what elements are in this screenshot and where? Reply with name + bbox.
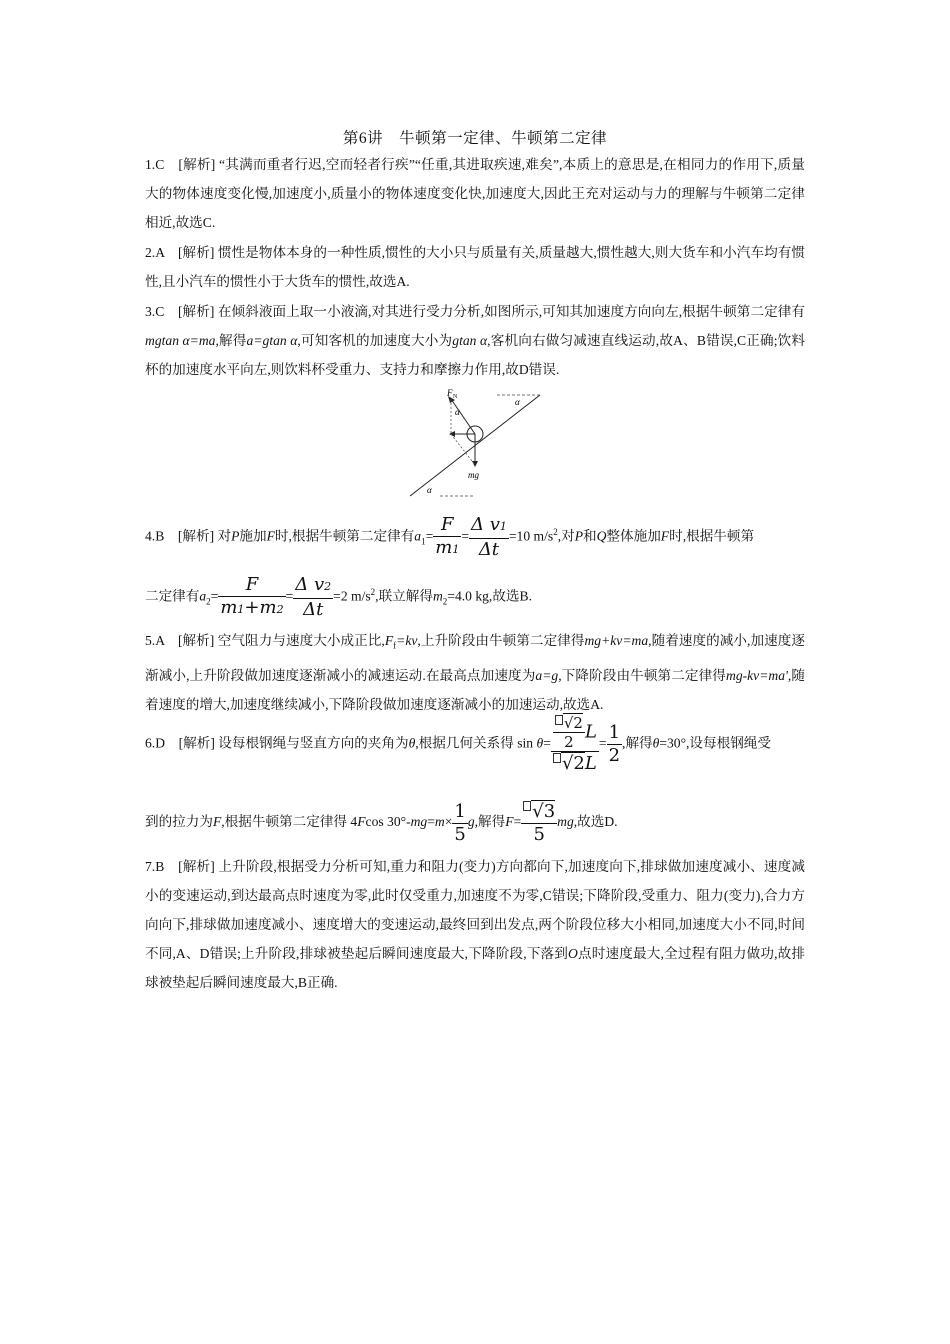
denominator [551,752,599,775]
numerator: 1 [608,722,621,743]
fraction-sqrt2-L-over-sqrt2-L [551,714,599,775]
equation: mgtan α=ma [145,333,216,348]
answer-text: 二定律有 [145,588,200,604]
answer-text: =2 m/s [333,588,371,604]
answer-label: 1.C [解析] [145,157,216,172]
fraction-one-half [607,722,622,767]
equals-sign: = [598,735,607,751]
answer-text: 和 [583,528,597,544]
answer-text: ,随着速度的增大,加速度继续减小,下降阶段做加速度逐渐减小的加速运动,故选A. [145,667,805,712]
alpha-label-bottom: α [427,485,432,495]
numerator [551,714,599,752]
subscript: 1 [499,520,507,533]
answer-5 [145,626,805,719]
equation: a=g [535,667,559,683]
page-title: 第6讲 牛顿第一定律、牛顿第二定律 [342,130,608,147]
numerator: 1 [454,800,466,822]
force-diagram [405,385,545,500]
var-f: F [266,528,275,544]
answer-label: 3.C [解析] [145,304,215,319]
answer-text: =4.0 kg,故选B. [447,588,532,604]
subscript: 1 [421,536,426,547]
numerator [521,800,557,824]
answer-text: 时,根据牛顿第 [669,528,755,544]
answer-text: 对 [217,528,232,544]
answer-text: 惯性是物体本身的一种性质,惯性的大小只与质量有关,质量越大,惯性越大,则大货车和小汽车均有惯性,且小汽车的惯性小于大货车的惯性,故选A. [145,245,805,289]
text: Δ v [470,514,500,535]
answer-text: ,下降阶段由牛顿第二定律得 [558,667,726,683]
denominator [218,597,285,621]
var-theta: θ [536,735,544,751]
answer-text: 施加 [239,528,267,544]
subscript: 2 [442,596,448,607]
fraction-one-fifth [452,801,467,846]
text: m [220,597,238,618]
equation: =kv [396,633,418,648]
answer-text: 设每根钢绳与竖直方向的夹角为 [218,735,409,751]
answer-text: 上升阶段,根据受力分析可知,重力和阻力(变力)方向都向下,加速度向下,排球做加速度减小、速度减小的变速运动,到达最高点时速度为零,此时仅受重力,加速度不为零,C错误;下降阶段,受重力、阻力(变力),合力方向向下,排球做加速度减小、速度增大的变速运动,最终回到出发点,两个阶段位移大小相同,加速度大小不同,时间不同,A、D错误;上升阶段,排球被垫起后瞬间速度最大,下降阶段,下落到 [145,859,805,961]
equation: a=gtan α [246,333,298,348]
answer-label: 6.D [解析] [145,735,215,751]
net-force-arrowhead [449,431,455,437]
var-m: m [434,814,445,830]
answer-text: =30°,设每根钢绳受 [659,735,771,751]
answer-text: “其满而重者行迟,空而轻者行疾”“任重,其进取疾速,难矣”,本质上的意思是,在相同力的作用下,质量大的物体速度变化慢,加速度小,质量小的物体速度变化快,加速度大,因此王充对运动与力的理解与牛顿第二定律相近,故选C. [145,157,805,230]
var-l: L [584,753,597,774]
mg-label: mg [468,470,479,480]
answer-text: ,客机向右做匀减速直线运动,故A、B错误,C正确;饮料杯的加速度水平向左,则饮料杯受重力、支持力和摩擦力作用,故D错误. [145,333,806,377]
text: F [441,514,454,535]
superscript: 2 [553,527,558,538]
text: Δ v [295,574,325,595]
answer-text: 时,根据牛顿第二定律有 [274,528,415,544]
equals-sign: = [425,528,434,544]
numerator [433,514,461,537]
answer-label: 4.B [解析] [145,528,215,544]
answer-text: 点时速度最大,全过程有阻力做功,故排球被垫起后瞬间速度最大,B正确. [145,946,805,990]
var-f: F [212,814,222,830]
var-theta: θ [652,735,660,751]
dashed-diagonal-line [451,434,475,465]
subscript: 1 [237,603,245,616]
answer-text: ,解得 [215,333,247,348]
equation: F [384,633,394,648]
answer-text: ,解得 [474,814,506,830]
answer-text: 空气阻力与速度大小成正比, [217,633,385,648]
var-mg: mg [557,814,574,830]
fn-label: F [447,388,453,398]
answer-text: 到的拉力为 [145,814,213,830]
equals-sign: = [543,735,551,751]
answer-label: 2.A [解析] [145,245,215,260]
fn-subscript: N [453,394,458,400]
var-g: g [467,814,475,830]
fraction-f-over-m1-plus-m2 [218,574,285,621]
var-o: O [568,946,578,961]
answer-text: ,上升阶段由牛顿第二定律得 [417,633,585,648]
answer-text: ,根据几何关系得 sin [415,735,534,751]
answer-text: ,故选D. [573,814,618,830]
var-f: F [505,814,514,830]
denominator [433,537,461,561]
equals-sign: = [427,814,435,830]
var-f: F [660,528,670,544]
equation: mg-kv=ma' [726,667,788,683]
sqrt-3: √3 [532,801,556,822]
subscript: f [393,640,397,651]
sqrt-2: √2 [563,714,583,732]
answer-text: cos 30°- [365,814,411,830]
answer-text: ,随着速度的减小,加速度逐渐减小,上升阶段做加速度逐渐减小的减速运动.在最高点加速度为 [145,633,805,683]
fraction-dv1-over-dt [469,514,509,561]
var-theta: θ [408,735,416,751]
inner-fraction [553,714,585,751]
text: m [435,537,453,558]
answer-3 [145,297,805,384]
var-p: P [574,528,583,544]
equals-sign: = [285,588,294,604]
alpha-label-force: α [455,407,460,417]
text: + [244,597,260,618]
denominator: 5 [533,824,545,845]
numerator: F [218,574,285,597]
subscript: 2 [324,580,332,593]
var-q: Q [596,528,607,544]
alpha-label-top: α [515,397,520,407]
equation: mg+kv=ma [584,633,649,648]
numerator [293,574,333,599]
answer-label: 5.A [解析] [145,633,215,648]
var-m: m [432,588,443,604]
answer-7 [145,852,805,997]
denominator: 2 [608,745,621,766]
answer-1 [145,150,805,237]
answer-text: ,解得 [622,735,653,751]
denominator: Δt [478,539,500,560]
subscript: 2 [206,596,211,607]
equals-sign: = [513,814,522,830]
answer-text: ,联立解得 [375,588,433,604]
superscript: 2 [370,587,376,598]
var-p: P [231,528,240,544]
denominator: 2 [564,733,574,751]
equation: gtan α [452,333,488,348]
var-f: F [357,814,366,830]
gravity-arrowhead [472,461,478,467]
answer-6-line-1 [145,714,810,775]
answer-text: ,可知客机的加速度大小为 [297,333,453,348]
answer-4-line-2 [145,574,810,621]
answer-2 [145,238,805,296]
placeholder-box-icon [553,753,561,763]
answer-text: 整体施加 [606,528,661,544]
sqrt-2: √2 [561,753,585,774]
answer-text: 在倾斜液面上取一小液滴,对其进行受力分析,如图所示,可知其加速度方向向左,根据牛顿第二定律有 [217,304,805,319]
answer-6-line-2 [145,800,810,846]
equals-sign: = [461,528,469,544]
answer-text: ,根据牛顿第二定律得 4 [221,814,358,830]
denominator: 5 [454,823,466,845]
placeholder-box-icon [555,715,563,725]
fraction-sqrt3-over-5 [521,800,557,846]
subscript: 2 [276,603,284,616]
answer-text: ,对 [557,528,575,544]
fraction-f-over-m1 [433,514,461,561]
answer-text: =10 m/s [508,528,554,544]
fraction-dv2-over-dt [293,574,333,621]
var-a: a [414,528,422,544]
answer-4-line-1 [145,514,810,561]
subscript: 1 [452,543,460,556]
answer-label: 7.B [解析] [145,859,215,874]
var-l: L [584,721,597,743]
text: m [259,597,277,618]
equals-sign: = [210,588,219,604]
denominator: Δt [303,599,324,620]
var-mg: mg [410,814,428,830]
var-a: a [199,588,207,604]
numerator [553,714,585,733]
numerator [469,514,509,539]
times-sign: × [444,814,453,830]
